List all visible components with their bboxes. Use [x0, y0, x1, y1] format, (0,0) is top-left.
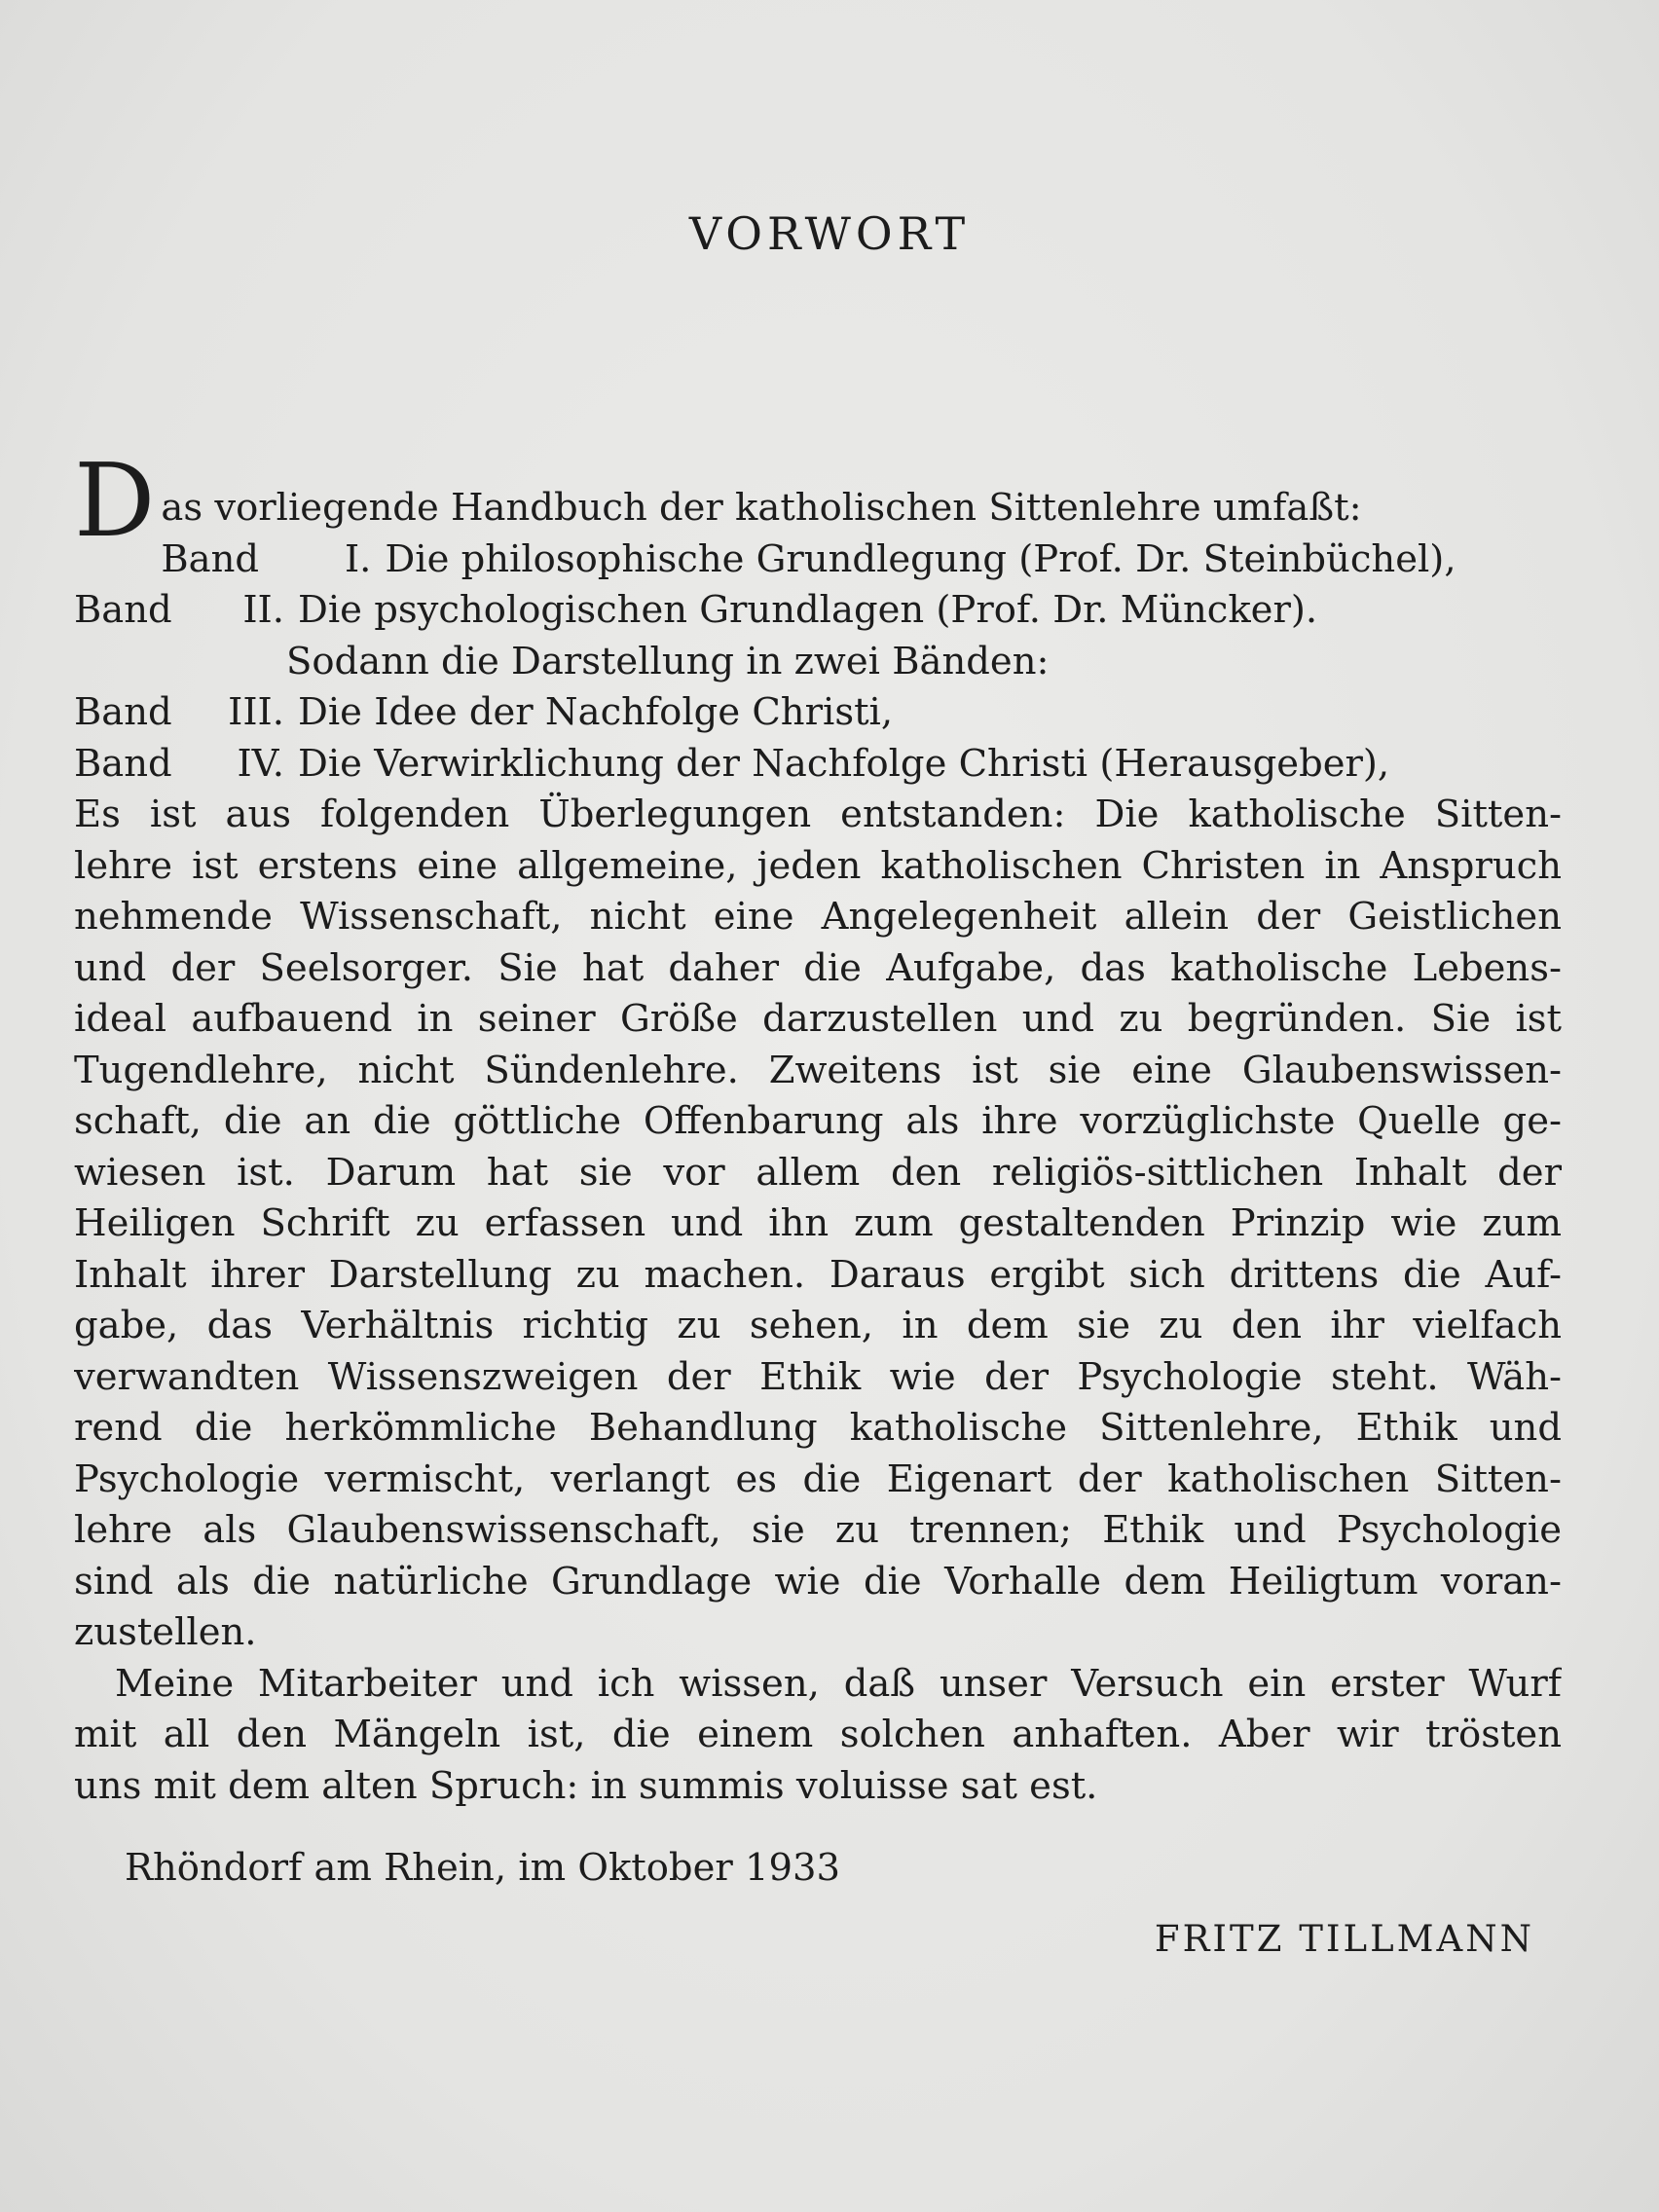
text-line: Heiligen Schrift zu erfassen und ihn zum gestaltenden Prinzip wie zum: [74, 1201, 1562, 1245]
text-line: Inhalt ihrer Darstellung zu machen. Daraus ergibt sich drittens die Auf-: [74, 1252, 1562, 1297]
text-line: und der Seelsorger. Sie hat daher die Aufgabe, das katholische Lebens-: [74, 945, 1562, 990]
drop-cap: D: [74, 441, 156, 560]
paragraph-1: [74, 790, 1562, 1659]
text-line: Meine Mitarbeiter und ich wissen, daß unser Versuch ein erster Wurf: [115, 1661, 1562, 1706]
text-line: lehre als Glaubenswissenschaft, sie zu trennen; Ethik und Psychologie: [74, 1508, 1562, 1552]
volume-line-4: Band IV. Die Verwirklichung der Nachfolge Christi (Herausgeber),: [74, 741, 1390, 786]
text-line-last: zustellen.: [74, 1610, 257, 1654]
text-line: ideal aufbauend in seiner Größe darzustellen und zu begründen. Sie ist: [74, 997, 1562, 1041]
text-line: nehmende Wissenschaft, nicht eine Angelegenheit allein der Geistlichen: [74, 895, 1562, 939]
text-line: schaft, die an die göttliche Offenbarung als ihre vorzüglichste Quelle ge-: [74, 1099, 1562, 1143]
preface-body: [74, 441, 1562, 1812]
volume-line-3: Band III. Die Idee der Nachfolge Christi,: [74, 690, 894, 734]
author-name: FRITZ TILLMANN: [1154, 1918, 1534, 1960]
text-line: Psychologie vermischt, verlangt es die Eigenart der katholischen Sitten-: [74, 1456, 1562, 1501]
text-line: Es ist aus folgenden Überlegungen entstanden: Die katholische Sitten-: [74, 793, 1562, 836]
volume-line-1: Band I. Die philosophische Grundlegung (Prof. Dr. Steinbüchel),: [161, 536, 1456, 581]
intro-line: as vorliegende Handbuch der katholischen Sittenlehre umfaßt:: [161, 486, 1362, 530]
sodann-line: Sodann die Darstellung in zwei Bänden:: [286, 639, 1050, 683]
text-line: Tugendlehre, nicht Sündenlehre. Zweitens ist sie eine Glaubenswissen-: [74, 1048, 1562, 1092]
text-line: mit all den Mängeln ist, die einem solchen anhaften. Aber wir trösten: [74, 1713, 1562, 1756]
text-line: verwandten Wissenszweigen der Ethik wie der Psychologie steht. Wäh-: [74, 1354, 1562, 1399]
text-line-last: uns mit dem alten Spruch: in summis voluisse sat est.: [74, 1763, 1098, 1808]
page-title: VORWORT: [688, 206, 971, 260]
text-line: gabe, das Verhältnis richtig zu sehen, in dem sie zu den ihr vielfach: [74, 1304, 1562, 1347]
text-line: wiesen ist. Darum hat sie vor allem den religiös-sittlichen Inhalt der: [74, 1150, 1562, 1195]
volume-line-2: Band II. Die psychologischen Grundlagen (Prof. Dr. Müncker).: [74, 588, 1318, 632]
text-line: rend die herkömmliche Behandlung katholische Sittenlehre, Ethik und: [74, 1406, 1562, 1450]
paragraph-2: [74, 1659, 1562, 1813]
text-line: lehre ist erstens eine allgemeine, jeden katholischen Christen in Anspruch: [74, 843, 1562, 888]
place-date: Rhöndorf am Rhein, im Oktober 1933: [125, 1846, 840, 1890]
text-line: sind als die natürliche Grundlage wie die Vorhalle dem Heiligtum voran-: [74, 1559, 1562, 1604]
